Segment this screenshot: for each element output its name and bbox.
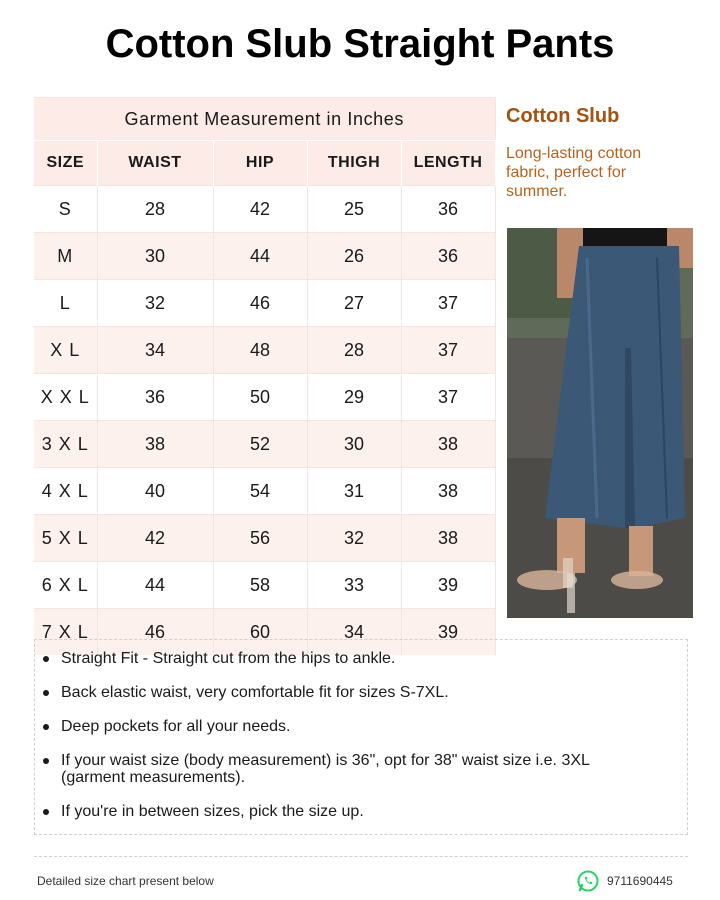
size-cell: X X L [34,374,97,421]
table-row [34,562,495,609]
measurement-cell: 31 [307,468,401,515]
size-cell: S [34,186,97,233]
measurement-cell: 28 [307,327,401,374]
footer-divider [34,856,688,857]
column-header: LENGTH [401,141,495,186]
column-header: SIZE [34,141,97,186]
measurement-cell: 36 [401,186,495,233]
fabric-description: Long-lasting cotton fabric, perfect for summer. [506,145,642,200]
measurement-cell: 26 [307,233,401,280]
measurement-cell: 46 [213,280,307,327]
size-cell: X L [34,327,97,374]
table-row [34,280,495,327]
measurement-cell: 27 [307,280,401,327]
size-chart-table [34,97,496,655]
measurement-cell: 46 [97,609,213,656]
measurement-cell: 36 [401,233,495,280]
table-row [34,327,495,374]
measurement-cell: 40 [97,468,213,515]
table-row [34,421,495,468]
measurement-cell: 56 [213,515,307,562]
measurement-cell: 39 [401,562,495,609]
measurement-cell: 50 [213,374,307,421]
size-chart [34,97,495,655]
list-item: Straight Fit - Straight cut from the hips to ankle. [61,650,621,667]
fabric-name: Cotton Slub [506,105,620,127]
measurement-cell: 44 [97,562,213,609]
size-cell: 5 X L [34,515,97,562]
size-cell: L [34,280,97,327]
size-chart-caption: Garment Measurement in Inches [34,98,495,141]
list-item: Back elastic waist, very comfortable fit for sizes S-7XL. [61,684,621,701]
measurement-cell: 33 [307,562,401,609]
measurement-cell: 42 [213,186,307,233]
list-item: If your waist size (body measurement) is 36", opt for 38" waist size i.e. 3XL (garment measurements). [61,752,621,786]
contact-phone: 9711690445 [607,874,673,888]
table-row [34,233,495,280]
product-notes [34,639,688,835]
size-cell: 4 X L [34,468,97,515]
measurement-cell: 48 [213,327,307,374]
size-cell: 3 X L [34,421,97,468]
measurement-cell: 38 [97,421,213,468]
measurement-cell: 39 [401,609,495,656]
measurement-cell: 37 [401,280,495,327]
measurement-cell: 30 [97,233,213,280]
measurement-cell: 42 [97,515,213,562]
list-item: Deep pockets for all your needs. [61,718,621,735]
measurement-cell: 38 [401,421,495,468]
size-cell: 6 X L [34,562,97,609]
size-cell: 7 X L [34,609,97,656]
column-header: WAIST [97,141,213,186]
measurement-cell: 44 [213,233,307,280]
measurement-cell: 54 [213,468,307,515]
measurement-cell: 25 [307,186,401,233]
size-chart-header-row [34,141,495,186]
measurement-cell: 34 [307,609,401,656]
measurement-cell: 30 [307,421,401,468]
measurement-cell: 34 [97,327,213,374]
measurement-cell: 32 [97,280,213,327]
table-row [34,186,495,233]
size-chart-body [34,186,495,656]
measurement-cell: 52 [213,421,307,468]
table-row [34,515,495,562]
footer-note: Detailed size chart present below [37,874,214,888]
measurement-cell: 37 [401,374,495,421]
whatsapp-icon [577,870,599,892]
measurement-cell: 32 [307,515,401,562]
page-title: Cotton Slub Straight Pants [105,22,615,66]
measurement-cell: 36 [97,374,213,421]
column-header: THIGH [307,141,401,186]
measurement-cell: 37 [401,327,495,374]
size-cell: M [34,233,97,280]
measurement-cell: 58 [213,562,307,609]
product-photo [507,228,693,618]
contact [577,870,673,892]
table-row [34,374,495,421]
column-header: HIP [213,141,307,186]
measurement-cell: 28 [97,186,213,233]
measurement-cell: 38 [401,468,495,515]
list-item: If you're in between sizes, pick the size up. [61,803,621,820]
measurement-cell: 60 [213,609,307,656]
table-row [34,468,495,515]
notes-list [35,640,687,820]
measurement-cell: 38 [401,515,495,562]
measurement-cell: 29 [307,374,401,421]
